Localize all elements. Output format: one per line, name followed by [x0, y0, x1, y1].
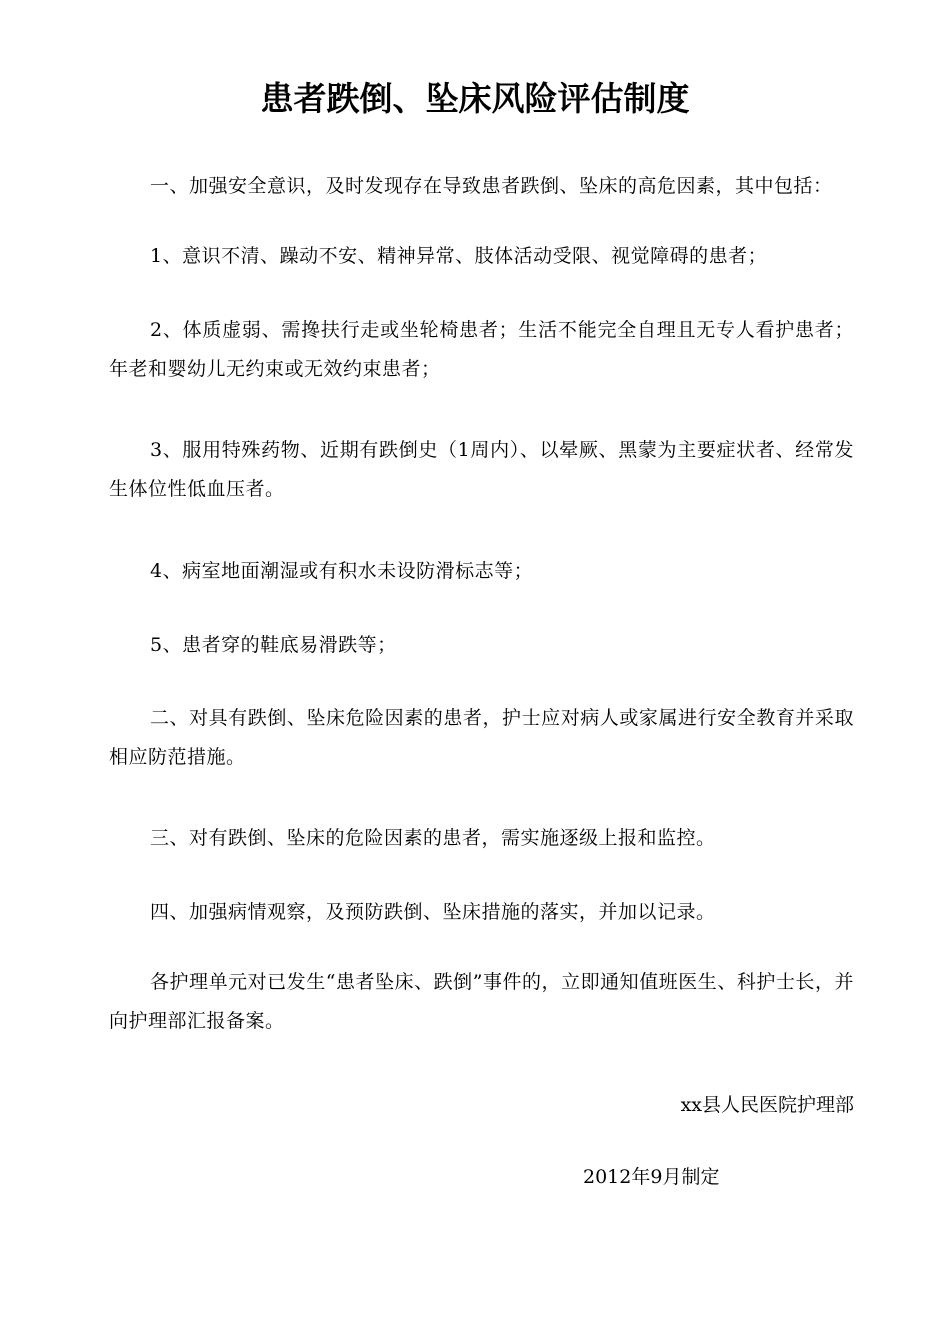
- document-title: 患者跌倒、坠床风险评估制度: [260, 79, 690, 118]
- paragraph-2: 1、意识不清、躁动不安、精神异常、肢体活动受限、视觉障碍的患者；: [150, 245, 768, 267]
- signature-department: xx县人民医院护理部: [680, 1094, 854, 1116]
- paragraph-4: 3、服用特殊药物、近期有跌倒史（1周内）、以晕厥、黑蒙为主要症状者、经常发生体位性低血压者。: [109, 439, 854, 500]
- paragraph-6: 5、患者穿的鞋底易滑跌等；: [150, 634, 397, 656]
- paragraph-8: 三、对有跌倒、坠床的危险因素的患者，需实施逐级上报和监控。: [150, 827, 716, 849]
- paragraph-7: 二、对具有跌倒、坠床危险因素的患者，护士应对病人或家属进行安全教育并采取相应防范措施。: [109, 707, 854, 768]
- paragraph-5: 4、病室地面潮湿或有积水未设防滑标志等；: [150, 560, 534, 582]
- paragraph-10: 各护理单元对已发生“患者坠床、跌倒”事件的，立即通知值班医生、科护士长，并向护理部汇报备案。: [109, 971, 854, 1032]
- signature-date: 2012年9月制定: [583, 1166, 720, 1188]
- paragraph-1: 一、加强安全意识，及时发现存在导致患者跌倒、坠床的高危因素，其中包括：: [150, 175, 833, 197]
- paragraph-9: 四、加强病情观察，及预防跌倒、坠床措施的落实，并加以记录。: [150, 901, 716, 923]
- paragraph-3: 2、体质虚弱、需搀扶行走或坐轮椅患者；生活不能完全自理且无专人看护患者；年老和婴幼儿无约束或无效约束患者；: [109, 319, 854, 380]
